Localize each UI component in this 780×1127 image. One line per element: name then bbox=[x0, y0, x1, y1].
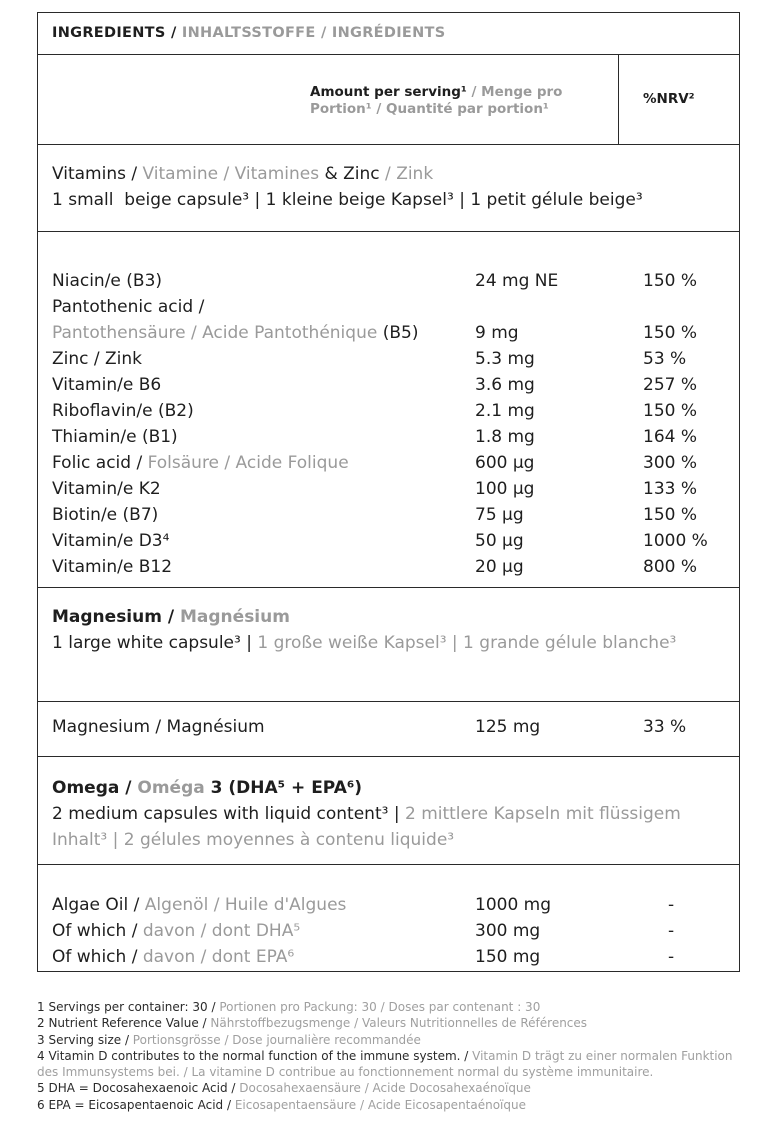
footnote bbox=[37, 1015, 757, 1031]
nutrient-amount: 3.6 mg bbox=[475, 375, 535, 395]
nutrient-name-en: Folic acid / bbox=[52, 453, 148, 473]
nutrient-nrv: 800 % bbox=[643, 557, 698, 577]
nutrient-name bbox=[52, 944, 294, 970]
nutrient-amount: 1.8 mg bbox=[475, 427, 535, 447]
nutrient-row bbox=[38, 944, 739, 970]
nutrient-row bbox=[38, 294, 739, 320]
ingredients-table bbox=[37, 12, 740, 972]
footnote-translation: Portionsgrösse / Dose journalière recommandée bbox=[132, 1032, 421, 1047]
vitamins-section-title bbox=[52, 161, 643, 187]
magnesium-section-title bbox=[52, 604, 712, 630]
footnote bbox=[37, 1048, 757, 1081]
omega-section-header bbox=[38, 757, 739, 865]
footnote-main: 2 Nutrient Reference Value / bbox=[37, 1016, 211, 1031]
nutrient-nrv: 164 % bbox=[643, 427, 698, 447]
nutrient-name-translation: davon / dont DHA⁵ bbox=[142, 921, 301, 941]
nutrient-row bbox=[38, 502, 739, 528]
omega-name-suffix: 3 (DHA⁵ + EPA⁶) bbox=[204, 778, 363, 798]
nutrient-row bbox=[38, 528, 739, 554]
column-divider bbox=[618, 55, 619, 144]
nutrient-row bbox=[38, 320, 739, 346]
magnesium-section-header bbox=[38, 588, 739, 702]
footnote-translation: Docosahexaensäure / Acide Docosahexaénoïque bbox=[239, 1081, 531, 1096]
nutrient-name: Vitamin/e B6 bbox=[52, 375, 162, 395]
magnesium-nutrient-list bbox=[38, 702, 739, 757]
vitamins-slash: / bbox=[125, 164, 143, 184]
nutrient-name-en: Algae Oil / bbox=[52, 895, 145, 915]
nutrient-nrv: 133 % bbox=[643, 479, 698, 499]
magnesium-capsule-translations: 1 große weiße Kapsel³ | 1 grande gélule blanche³ bbox=[257, 633, 677, 653]
footnote bbox=[37, 1032, 757, 1048]
omega-capsule-en: 2 medium capsules with liquid content³ | bbox=[52, 804, 405, 824]
nutrient-row bbox=[38, 714, 739, 740]
footnotes bbox=[37, 999, 757, 1113]
nutrient-name: Pantothenic acid / bbox=[52, 297, 205, 317]
nutrient-amount: 150 mg bbox=[475, 947, 541, 967]
footnote-translation: Nährstoffbezugsmenge / Valeurs Nutritionnelles de Références bbox=[210, 1016, 588, 1031]
magnesium-section-text bbox=[52, 604, 712, 656]
nutrient-amount: 75 µg bbox=[475, 505, 524, 525]
vitamins-name-translations: Vitamine / Vitamines bbox=[142, 164, 320, 184]
vitamins-capsule-description: 1 small beige capsule³ | 1 kleine beige Kapsel³ | 1 petit gélule beige³ bbox=[52, 190, 643, 210]
nutrient-nrv: - bbox=[668, 921, 675, 941]
amount-header-main: Amount per serving¹ bbox=[310, 84, 467, 100]
footnote-translation: Eicosapentaensäure / Acide Eicosapentaénoïque bbox=[234, 1097, 526, 1112]
amount-header-translations: / Menge pro Portion¹ / Quantité par portion¹ bbox=[310, 84, 563, 117]
omega-name-en: Omega / bbox=[52, 778, 138, 798]
footnote bbox=[37, 1080, 757, 1096]
nutrient-name-en: Of which / bbox=[52, 921, 143, 941]
magnesium-name-en: Magnesium / bbox=[52, 607, 180, 627]
footnote-translation: Portionen pro Packung: 30 / Doses par contenant : 30 bbox=[219, 1000, 541, 1014]
nutrient-amount: 9 mg bbox=[475, 323, 519, 343]
nutrient-name-translation: Algenöl / Huile d'Algues bbox=[144, 895, 347, 915]
omega-name-translation: Oméga bbox=[137, 778, 205, 798]
vitamins-section-header bbox=[38, 145, 739, 232]
nutrient-row bbox=[38, 372, 739, 398]
nutrient-row bbox=[38, 450, 739, 476]
footnote-main: 4 Vitamin D contributes to the normal function of the immune system. / bbox=[37, 1048, 473, 1063]
footnote-translation: Vitamin D trägt zu einer normalen Funktion des Immunsystems bei. / La vitamine D contribue au fonctionnement normal du système immunitaire. bbox=[37, 1048, 733, 1080]
footnote-main: 5 DHA = Docosahexaenoic Acid / bbox=[37, 1081, 240, 1096]
omega-capsule-description bbox=[52, 801, 712, 853]
nutrient-name: Vitamin/e K2 bbox=[52, 479, 161, 499]
vitamins-section-text bbox=[52, 161, 643, 213]
nrv-header: %NRV² bbox=[643, 91, 695, 107]
vitamins-name-en: Vitamins bbox=[52, 164, 126, 184]
nutrient-row bbox=[38, 424, 739, 450]
nutrient-nrv: 257 % bbox=[643, 375, 698, 395]
title-main: INGREDIENTS / bbox=[52, 25, 182, 41]
nutrient-amount: 2.1 mg bbox=[475, 401, 535, 421]
nutrient-amount: 100 µg bbox=[475, 479, 535, 499]
vitamins-nutrient-list bbox=[38, 232, 739, 588]
nutrient-nrv: - bbox=[668, 947, 675, 967]
omega-section-text bbox=[52, 775, 712, 853]
zinc-name-en: & Zinc bbox=[319, 164, 380, 184]
nutrient-name-suffix: (B5) bbox=[377, 323, 419, 343]
nutrient-nrv: 150 % bbox=[643, 401, 698, 421]
amount-header bbox=[310, 84, 610, 118]
nutrient-row bbox=[38, 554, 739, 580]
magnesium-capsule-en: 1 large white capsule³ | bbox=[52, 633, 258, 653]
nutrient-name-en: Of which / bbox=[52, 947, 143, 967]
nutrient-name: Vitamin/e D3⁴ bbox=[52, 531, 170, 551]
omega-section-title bbox=[52, 775, 712, 801]
footnote bbox=[37, 1097, 757, 1113]
omega-nutrient-list bbox=[38, 865, 739, 972]
nutrient-name: Zinc / Zink bbox=[52, 349, 143, 369]
nutrient-name: Niacin/e (B3) bbox=[52, 271, 163, 291]
nutrient-name-translation: Pantothensäure / Acide Pantothénique bbox=[52, 323, 378, 343]
nutrient-nrv: 150 % bbox=[643, 323, 698, 343]
nutrient-name: Thiamin/e (B1) bbox=[52, 427, 178, 447]
nutrient-name-translation: davon / dont EPA⁶ bbox=[142, 947, 295, 967]
footnote bbox=[37, 999, 757, 1015]
nutrient-amount: 5.3 mg bbox=[475, 349, 535, 369]
nutrient-row bbox=[38, 346, 739, 372]
nutrient-row bbox=[38, 918, 739, 944]
footnote-main: 3 Serving size / bbox=[37, 1032, 133, 1047]
nutrient-nrv: 150 % bbox=[643, 271, 698, 291]
nutrient-row bbox=[38, 892, 739, 918]
nutrient-amount: 50 µg bbox=[475, 531, 524, 551]
nutrient-row bbox=[38, 268, 739, 294]
nutrient-nrv: 300 % bbox=[643, 453, 698, 473]
nutrient-amount: 125 mg bbox=[475, 717, 541, 737]
magnesium-name-translation: Magnésium bbox=[180, 607, 290, 627]
table-title-row bbox=[38, 13, 739, 55]
nutrient-name bbox=[52, 450, 349, 476]
nutrient-nrv: 33 % bbox=[643, 717, 687, 737]
zinc-name-de: / Zink bbox=[379, 164, 434, 184]
nutrient-nrv: - bbox=[668, 895, 675, 915]
nutrient-amount: 600 µg bbox=[475, 453, 535, 473]
nutrient-name bbox=[52, 892, 346, 918]
nutrient-nrv: 53 % bbox=[643, 349, 687, 369]
footnote-main: 6 EPA = Eicosapentaenoic Acid / bbox=[37, 1097, 235, 1112]
magnesium-capsule-description bbox=[52, 630, 712, 656]
nutrient-row bbox=[38, 476, 739, 502]
nutrient-nrv: 1000 % bbox=[643, 531, 708, 551]
table-title bbox=[52, 25, 446, 41]
nutrient-name: Riboflavin/e (B2) bbox=[52, 401, 194, 421]
nutrient-name: Vitamin/e B12 bbox=[52, 557, 173, 577]
nutrient-nrv: 150 % bbox=[643, 505, 698, 525]
nutrient-name bbox=[52, 918, 300, 944]
nutrient-name-translation: Folsäure / Acide Folique bbox=[147, 453, 349, 473]
nutrient-name: Magnesium / Magnésium bbox=[52, 717, 265, 737]
nutrient-amount: 300 mg bbox=[475, 921, 541, 941]
nutrient-name bbox=[52, 320, 418, 346]
omega-capsule-translations: 2 mittlere Kapseln mit flüssigem Inhalt³ | 2 gélules moyennes à contenu liquide³ bbox=[52, 804, 681, 850]
nutrient-amount: 24 mg NE bbox=[475, 271, 559, 291]
footnote-main: 1 Servings per container: 30 / bbox=[37, 1000, 220, 1014]
nutrient-name: Biotin/e (B7) bbox=[52, 505, 159, 525]
nutrient-amount: 1000 mg bbox=[475, 895, 552, 915]
column-header-row bbox=[38, 55, 739, 145]
nutrient-row bbox=[38, 398, 739, 424]
nutrient-amount: 20 µg bbox=[475, 557, 524, 577]
title-translations: INHALTSSTOFFE / INGRÉDIENTS bbox=[181, 25, 446, 41]
